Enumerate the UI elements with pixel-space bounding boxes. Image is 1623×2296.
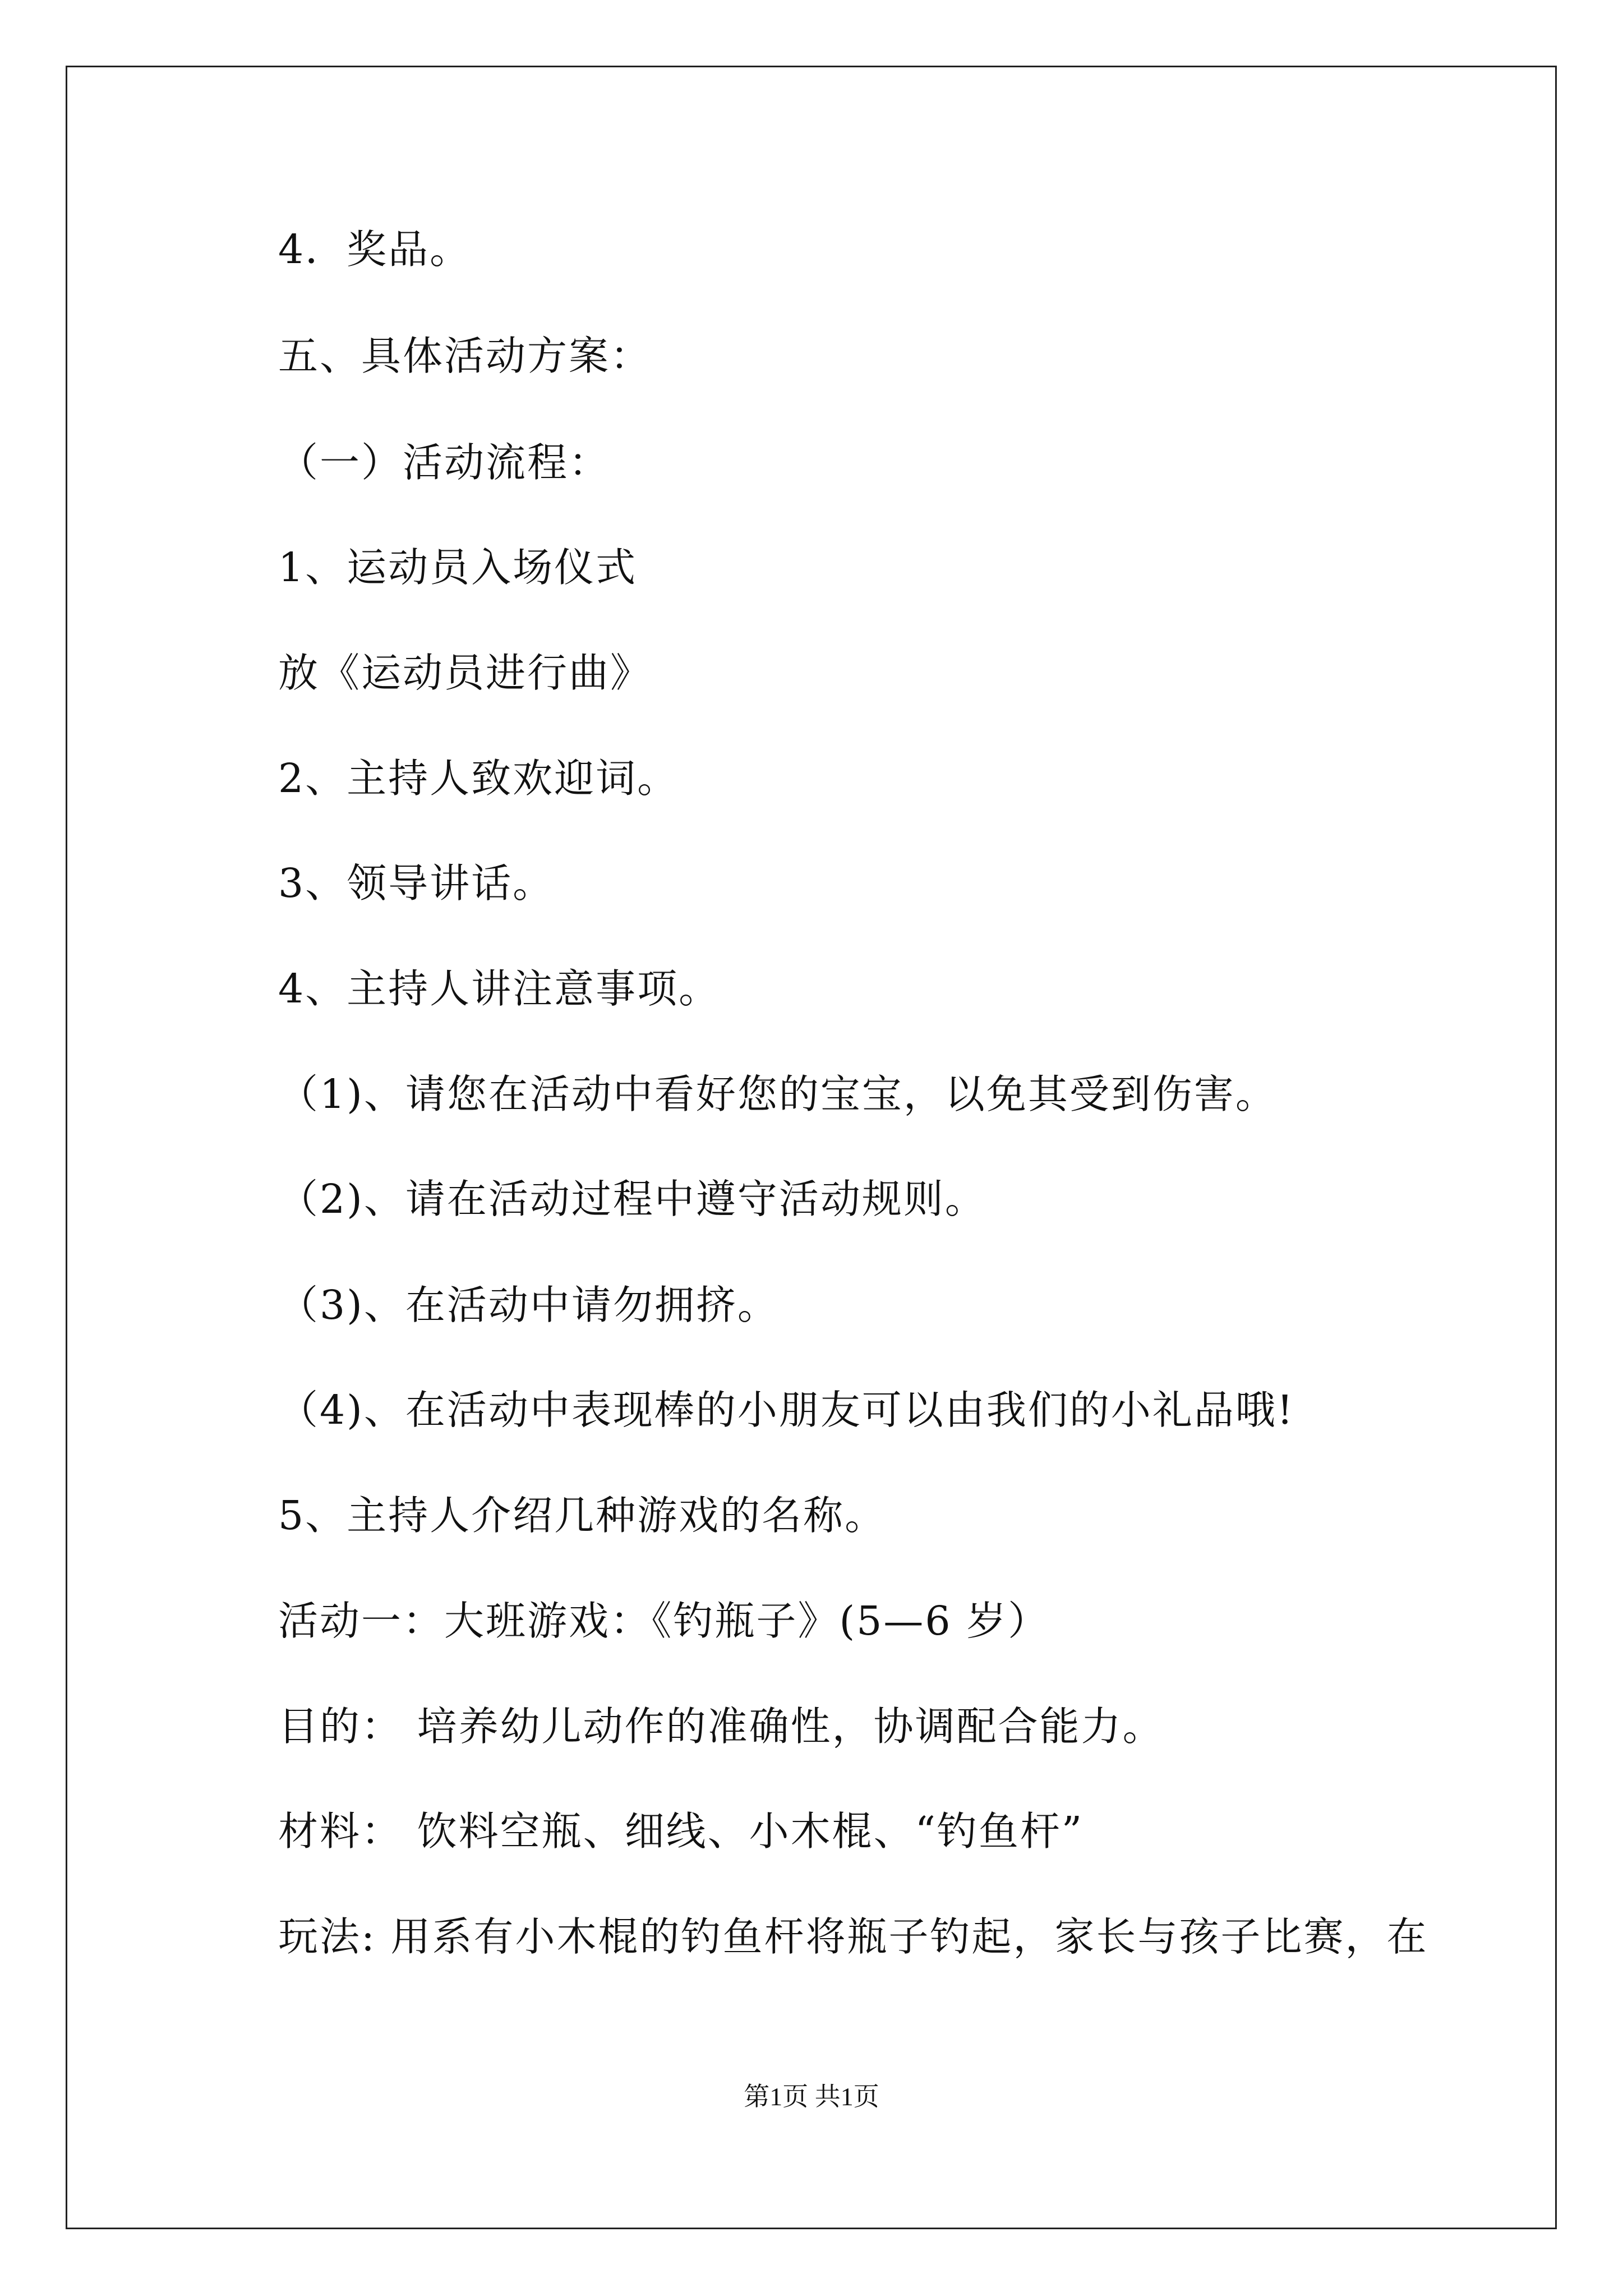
text-line-note-3: （3)、在活动中请勿拥挤。 — [278, 1282, 779, 1328]
text-line-materials: 材料： 饮料空瓶、细线、小木棍、“钓鱼杆” — [278, 1808, 1084, 1855]
text-line-purpose: 目的： 培养幼儿动作的准确性，协调配合能力。 — [278, 1703, 1164, 1750]
section-heading-activity-plan: 五、具体活动方案： — [278, 333, 652, 379]
text-line-leader-speech: 3、领导讲话。 — [278, 860, 555, 907]
text-line-note-2: （2)、请在活动过程中遵守活动规则。 — [278, 1176, 986, 1222]
text-line-gameplay: 玩法: 用系有小木棍的钓鱼杆将瓶子钓起，家长与孩子比赛，在 — [278, 1913, 1428, 1960]
text-line-march-music: 放《运动员进行曲》 — [278, 650, 652, 696]
text-line-activity-one: 活动一：大班游戏：《钓瓶子》(5—6 岁） — [278, 1598, 1050, 1644]
text-line-note-1: （1)、请您在活动中看好您的宝宝，以免其受到伤害。 — [278, 1071, 1277, 1117]
text-line-host-notes: 4、主持人讲注意事项。 — [278, 965, 721, 1012]
text-line-host-welcome: 2、主持人致欢迎词。 — [278, 755, 679, 802]
text-line-game-intro: 5、主持人介绍几种游戏的名称。 — [278, 1492, 887, 1539]
text-line-note-4: （4)、在活动中表现棒的小朋友可以由我们的小礼品哦! — [278, 1387, 1295, 1433]
page-border — [66, 66, 1557, 2229]
text-line-athletes-entry: 1、运动员入场仪式 — [278, 544, 638, 591]
page-footer: 第1页 共1页 — [744, 2082, 879, 2111]
subheading-activity-flow: （一）活动流程： — [278, 439, 611, 486]
text-line-prizes: 4．奖品。 — [278, 226, 472, 273]
